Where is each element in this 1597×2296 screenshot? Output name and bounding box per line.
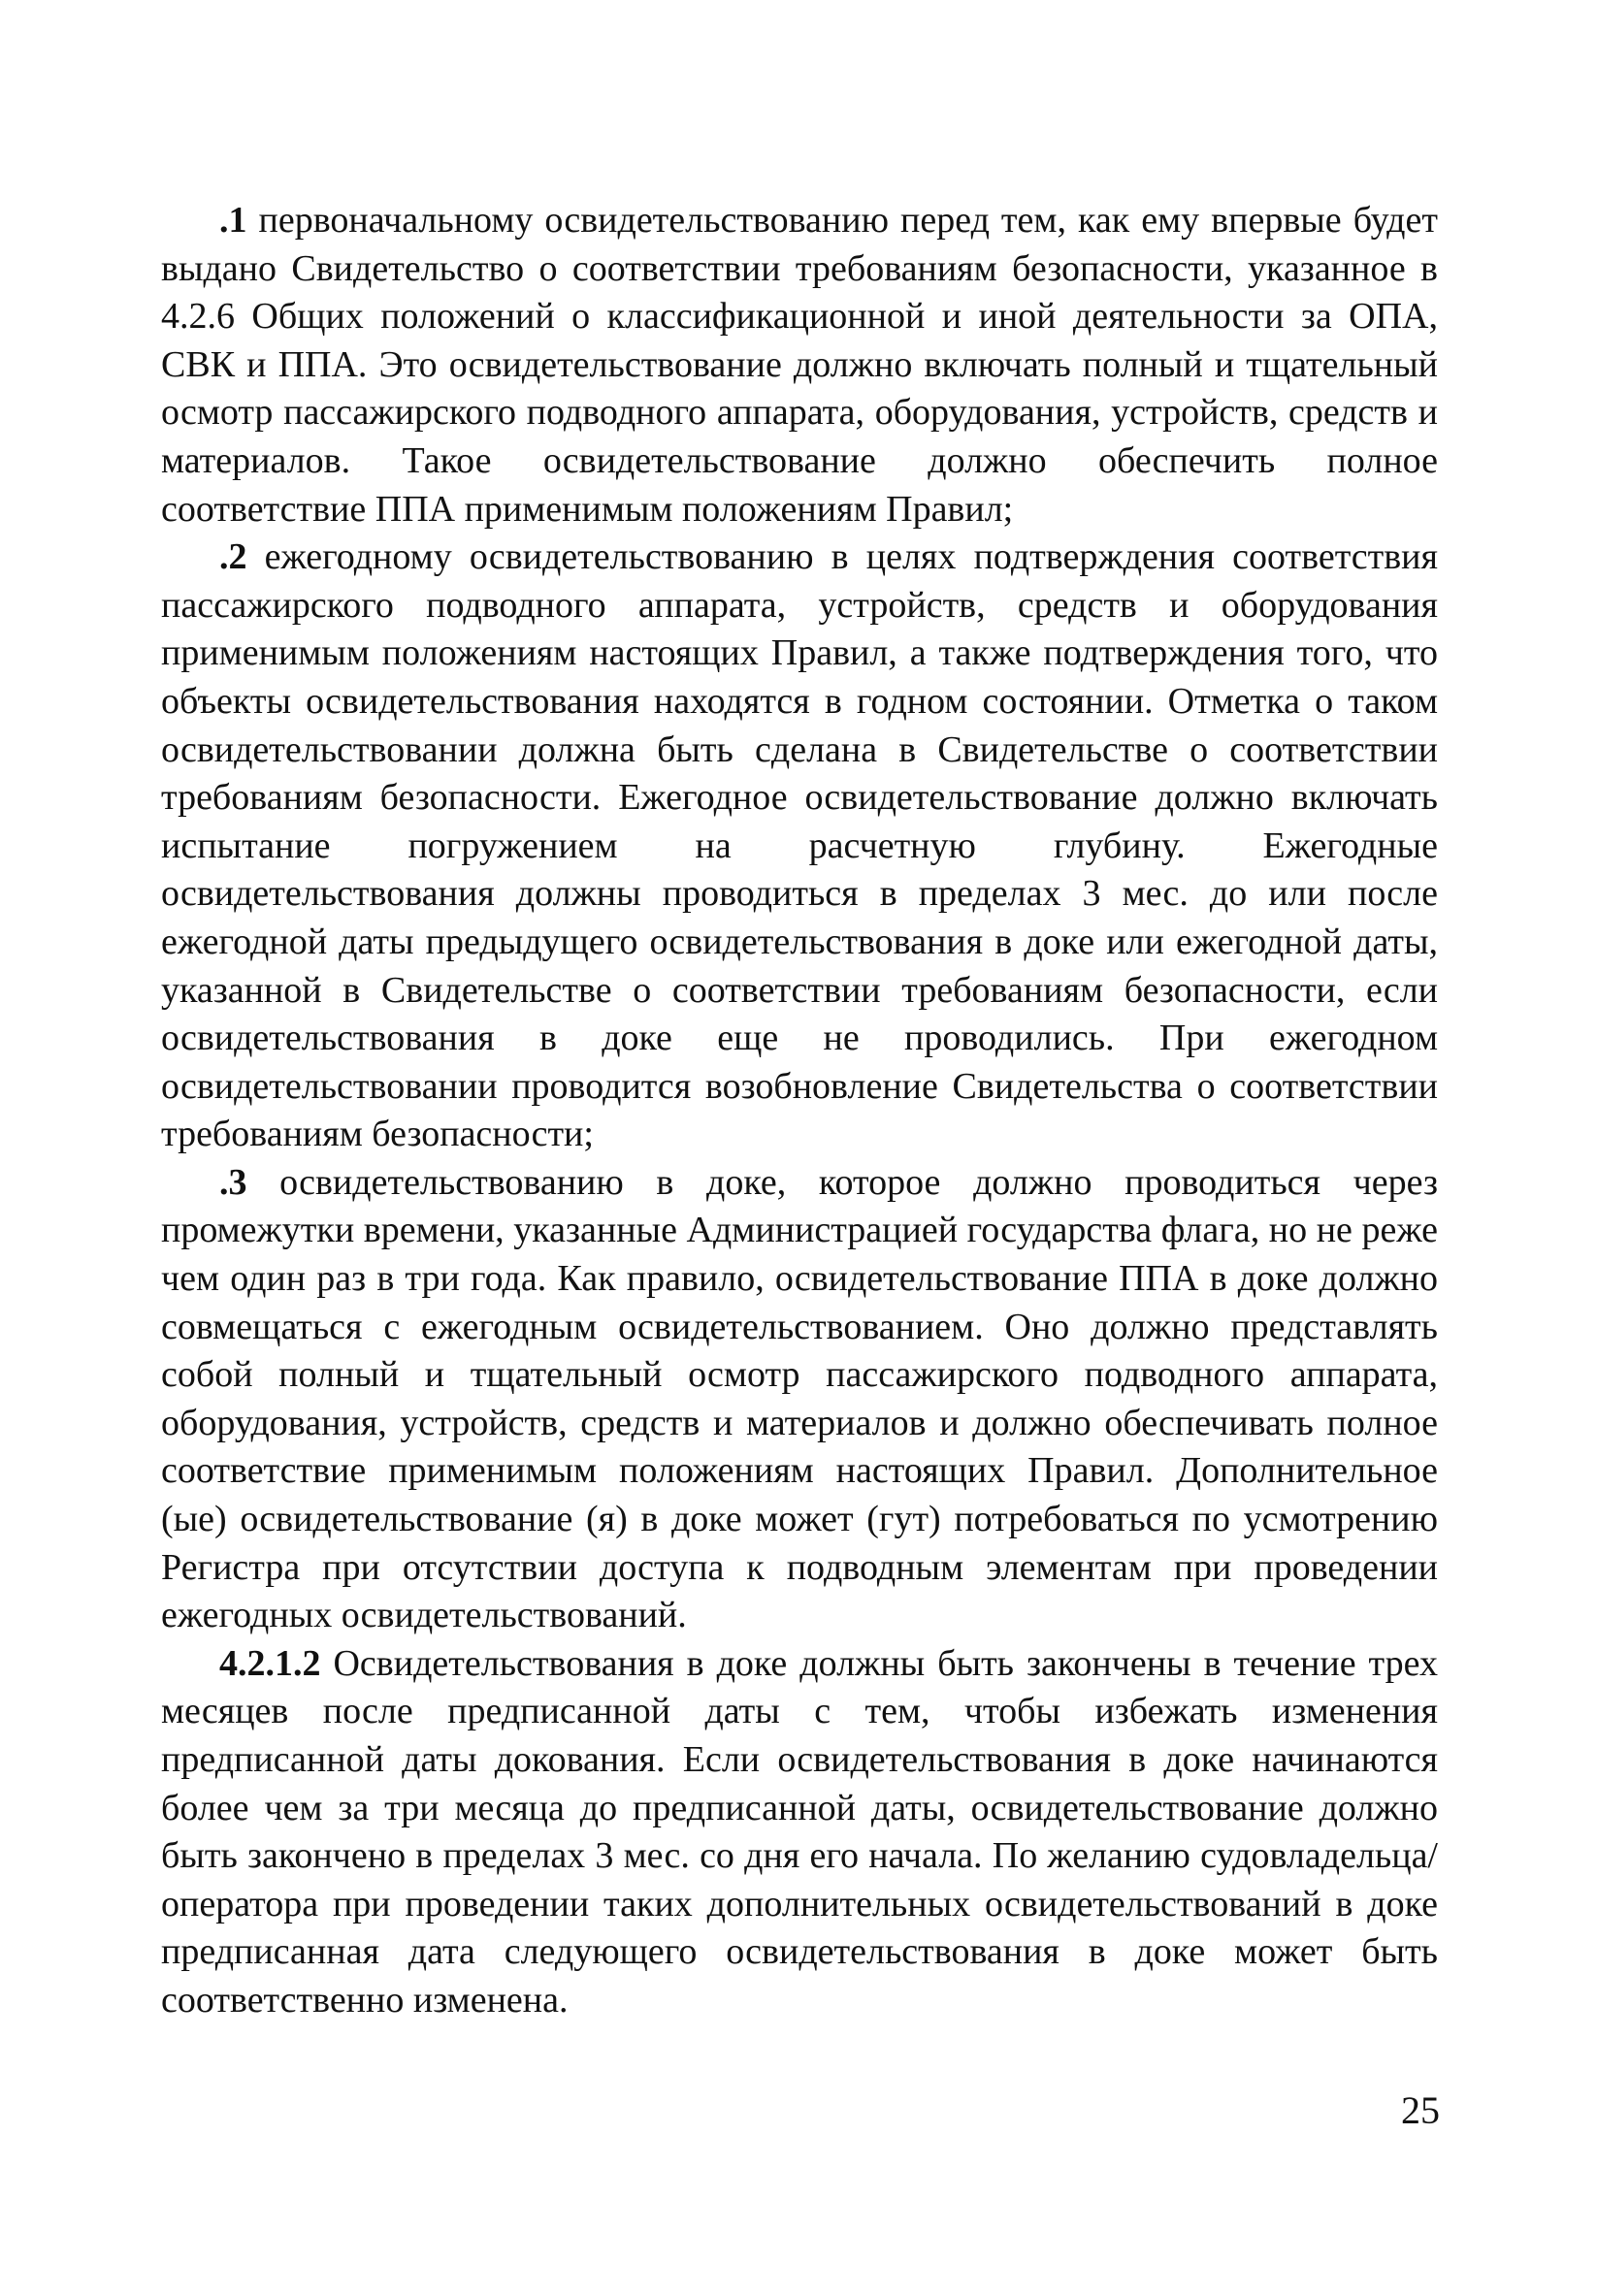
paragraph-number: 4.2.1.2	[219, 1642, 321, 1684]
page-number: 25	[1401, 2088, 1440, 2132]
paragraph-text: первоначальному освидетельствованию перед тем, как ему впервые будет выдано Свидетельство о соответствии требованиям безопасности, указанное в 4.2.6 Общих положений о классификационной и иной деятельности за ОПА, СВК и ППА. Это освидетельствование должно включать полный и тщательный осмотр пассажирского подводного аппарата, оборудования, устройств, средств и материалов. Такое освидетельствование должно обеспечить полное соответствие ППА применимым положениям Правил;	[161, 200, 1438, 530]
paragraph-text: Освидетельствования в доке должны быть закончены в течение трех месяцев после предписанной даты с тем, чтобы избежать изменения предписанной даты докования. Если освидетельствования в доке начинаются более чем за три месяца до предписанной даты, освидетельствование должно быть закончено в пределах 3 мес. со дня его начала. По желанию судовладельца/оператора при проведении таких дополнительных освидетельствований в доке предписанная дата следующего освидетельствования в доке может быть соответственно изменена.	[161, 1642, 1438, 2021]
paragraph-item-1	[161, 197, 1438, 534]
page-body	[161, 197, 1438, 2025]
paragraph-item-2	[161, 534, 1438, 1159]
paragraph-text: ежегодному освидетельствованию в целях подтверждения соответствия пассажирского подводного аппарата, устройств, средств и оборудования применимым положениям настоящих Правил, а также подтверждения того, что объекты освидетельствования находятся в годном состоянии. Отметка о таком освидетельствовании должна быть сделана в Свидетельстве о соответствии требованиям безопасности. Ежегодное освидетельствование должно включать испытание погружением на расчетную глубину. Ежегодные освидетельствования должны проводиться в пределах 3 мес. до или после ежегодной даты предыдущего освидетельствования в доке или ежегодной даты, указанной в Свидетельстве о соответствии требованиям безопасности, если освидетельствования в доке еще не проводились. При ежегодном освидетельствовании проводится возобновление Свидетельства о соответствии требованиям безопасности;	[161, 536, 1438, 1155]
paragraph-number: .2	[219, 536, 247, 578]
paragraph-number: .1	[219, 200, 247, 241]
paragraph-number: .3	[219, 1161, 247, 1203]
paragraph-item-3	[161, 1159, 1438, 1640]
paragraph-text: освидетельствованию в доке, которое должно проводиться через промежутки времени, указанные Администрацией государства флага, но не реже чем один раз в три года. Как правило, освидетельствование ППА в доке должно совмещаться с ежегодным освидетельствованием. Оно должно представлять собой полный и тщательный осмотр пассажирского подводного аппарата, оборудования, устройств, средств и материалов и должно обеспечивать полное соответствие применимым положениям настоящих Правил. Дополнительное (ые) освидетельствование (я) в доке может (гут) потребоваться по усмотрению Регистра при отсутствии доступа к подводным элементам при проведении ежегодных освидетельствований.	[161, 1161, 1438, 1636]
paragraph-section-4-2-1-2	[161, 1640, 1438, 2025]
